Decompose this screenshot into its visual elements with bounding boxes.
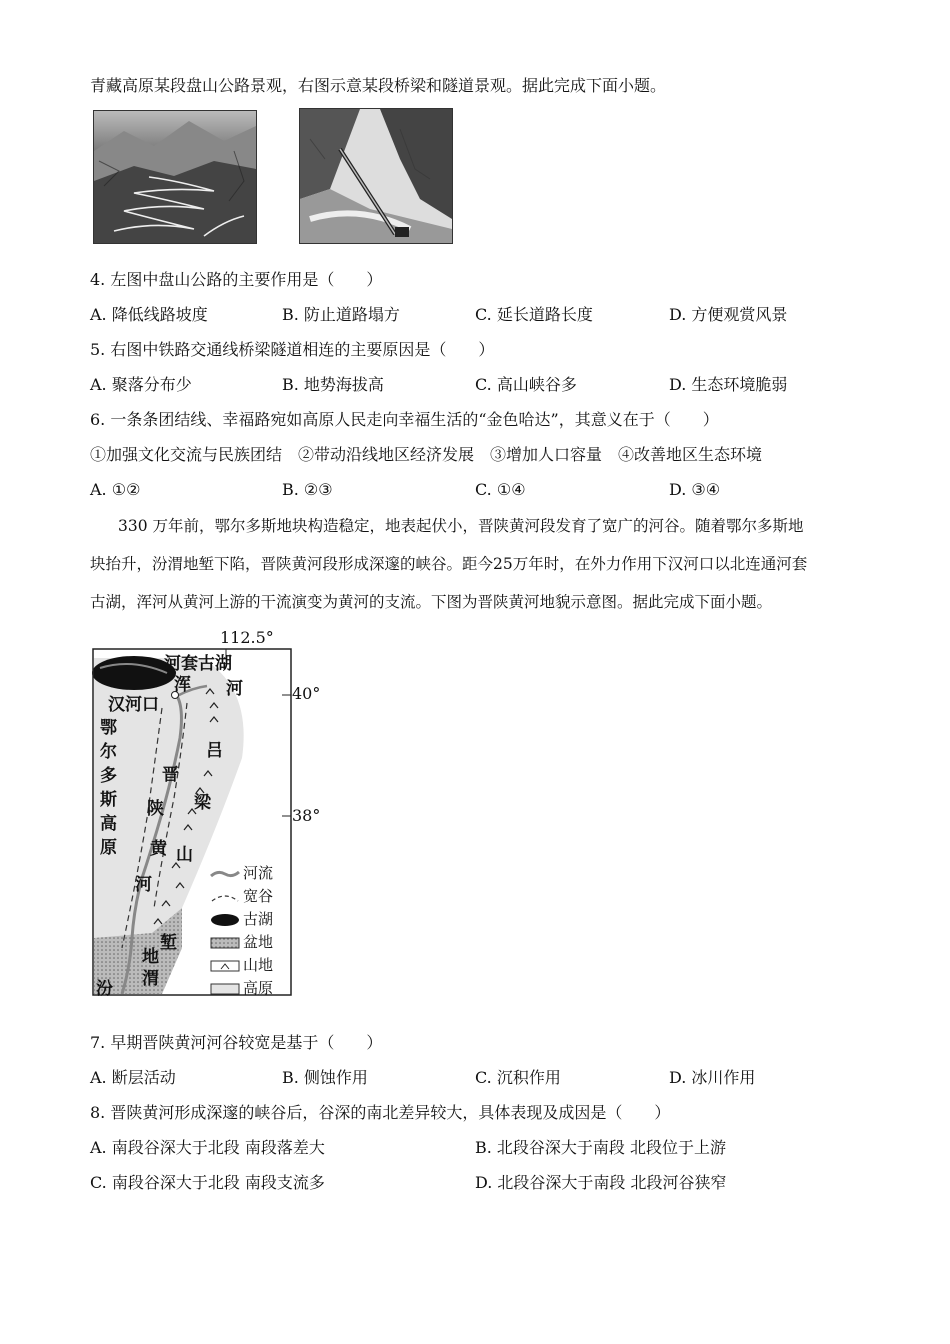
mountain-label: 山 [176, 845, 193, 865]
fen-label: 汾 [96, 979, 113, 999]
legend-plateau: 高原 [210, 977, 273, 1000]
q6-stem: 6. 一条条团结线、幸福路宛如高原人民走向幸福生活的“金色哈达”，其意义在于（ ） [90, 410, 719, 429]
qian-label: 堑 [160, 933, 177, 953]
he-label: 河 [135, 875, 152, 895]
bridge-tunnel-photo [299, 108, 453, 244]
q8-option-c[interactable]: C. 南段谷深大于北段 南段支流多 [90, 1173, 325, 1192]
q6-items: ①加强文化交流与民族团结 ②带动沿线地区经济发展 ③增加人口容量 ④改善地区生态环境 [90, 445, 763, 464]
q8-option-a[interactable]: A. 南段谷深大于北段 南段落差大 [90, 1138, 325, 1157]
q7-option-b[interactable]: B. 侧蚀作用 [282, 1068, 368, 1087]
q4-stem: 4. 左图中盘山公路的主要作用是（ ） [90, 270, 383, 289]
jinshan-yellow-river-map [92, 628, 321, 999]
q6-option-d[interactable]: D. ③④ [669, 480, 721, 499]
latitude-40-label: 40° [292, 684, 321, 703]
legend-basin: 盆地 [210, 931, 273, 954]
q5-option-c[interactable]: C. 高山峡谷多 [475, 375, 577, 394]
intro-text-1: 青藏高原某段盘山公路景观，右图示意某段桥梁和隧道景观。据此完成下面小题。 [90, 76, 667, 95]
q5-option-b[interactable]: B. 地势海拔高 [282, 375, 384, 394]
intro-text-2-line1: 330 万年前，鄂尔多斯地块构造稳定，地表起伏小，晋陕黄河段发育了宽广的河谷。随着鄂尔多斯地 [118, 517, 804, 535]
hankou-label: 汉河口 [108, 695, 159, 715]
intro-text-2-line2: 块抬升，汾渭地堑下陷，晋陕黄河段形成深邃的峡谷。距今25万年时，在外力作用下汉河口以北连通河套 [90, 555, 808, 573]
q7-option-c[interactable]: C. 沉积作用 [475, 1068, 561, 1087]
q8-option-b[interactable]: B. 北段谷深大于南段 北段位于上游 [475, 1138, 727, 1157]
hun-river-label-2: 河 [226, 679, 243, 699]
q7-option-a[interactable]: A. 断层活动 [90, 1068, 176, 1087]
lv-label: 吕 [206, 741, 223, 761]
q6-option-b[interactable]: B. ②③ [282, 480, 333, 499]
q4-option-d[interactable]: D. 方便观赏风景 [669, 305, 788, 324]
legend-ancient-lake: 古湖 [210, 908, 273, 931]
shan-label: 陕 [147, 799, 164, 819]
wei-label: 渭 [142, 969, 159, 989]
ordos-plateau-label: 鄂 尔 多 斯 高 原 [100, 718, 117, 858]
map-legend [210, 862, 273, 1000]
di-label: 地 [142, 947, 159, 967]
liang-label: 梁 [194, 793, 211, 813]
q8-stem: 8. 晋陕黄河形成深邃的峡谷后，谷深的南北差异较大，具体表现及成因是（ ） [90, 1103, 671, 1122]
q5-option-d[interactable]: D. 生态环境脆弱 [669, 375, 788, 394]
latitude-38-label: 38° [292, 806, 321, 825]
legend-wide-valley: 宽谷 [210, 885, 273, 908]
hun-river-label-1: 浑 [174, 675, 191, 695]
longitude-label: 112.5° [220, 628, 274, 647]
q7-stem: 7. 早期晋陕黄河河谷较宽是基于（ ） [90, 1033, 383, 1052]
legend-mountain: 山地 [210, 954, 273, 977]
q4-option-a[interactable]: A. 降低线路坡度 [90, 305, 208, 324]
huang-label: 黄 [150, 839, 167, 859]
legend-river: 河流 [210, 862, 273, 885]
q5-option-a[interactable]: A. 聚落分布少 [90, 375, 192, 394]
hetao-lake-label: 河套古湖 [164, 654, 232, 674]
q7-option-d[interactable]: D. 冰川作用 [669, 1068, 756, 1087]
intro-text-2-line3: 古湖，浑河从黄河上游的干流演变为黄河的支流。下图为晋陕黄河地貌示意图。据此完成下面小题。 [90, 593, 773, 611]
q4-option-c[interactable]: C. 延长道路长度 [475, 305, 593, 324]
mountain-road-photo [93, 110, 257, 244]
q6-option-c[interactable]: C. ①④ [475, 480, 526, 499]
q6-option-a[interactable]: A. ①② [90, 480, 141, 499]
q5-stem: 5. 右图中铁路交通线桥梁隧道相连的主要原因是（ ） [90, 340, 495, 359]
q4-option-b[interactable]: B. 防止道路塌方 [282, 305, 400, 324]
jin-label: 晋 [162, 765, 179, 785]
q8-option-d[interactable]: D. 北段谷深大于南段 北段河谷狭窄 [475, 1173, 727, 1192]
